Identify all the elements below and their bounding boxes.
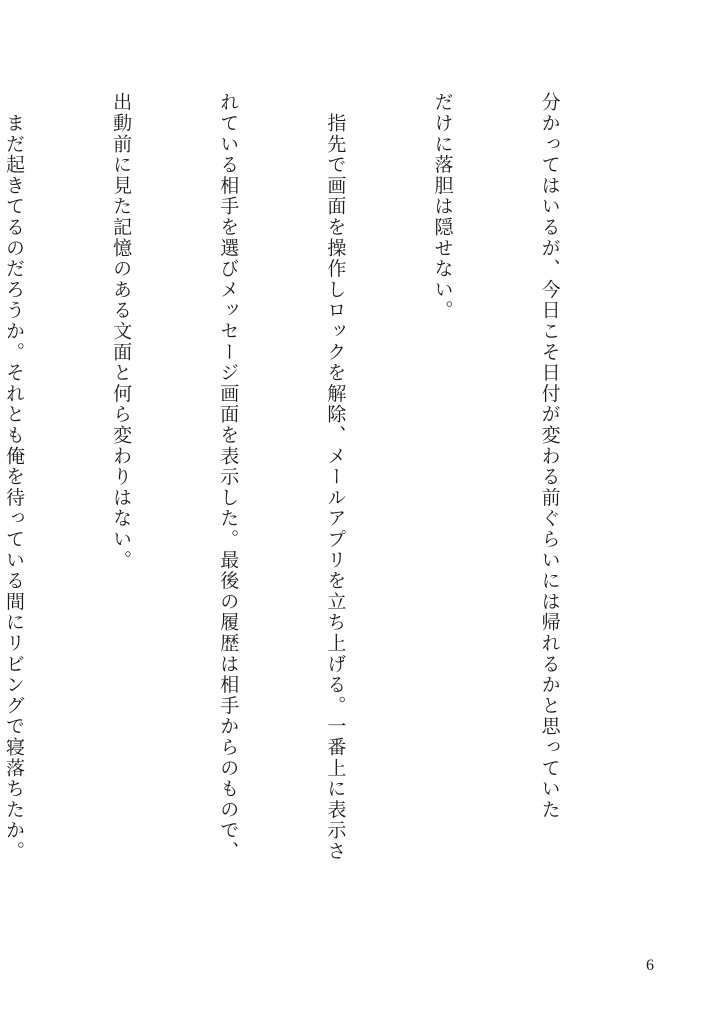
text-line: 出動前に見た記憶のある文面と何ら変わりはない。 xyxy=(110,92,133,571)
body-text xyxy=(0,92,638,938)
text-line: れている相手を選びメッセージ画面を表示した。最後の履歴は相手からのもので、 xyxy=(217,92,240,862)
text-line: 分かってはいるが、今日こそ日付が変わる前ぐらいには帰れるかと思っていた xyxy=(538,92,561,820)
text-line: 指先で画面を操作しロックを解除、メールアプリを立ち上げる。一番上に表示さ xyxy=(324,92,347,862)
page-number: 6 xyxy=(646,957,654,974)
text-line: まだ起きてるのだろうか。それとも俺を待っている間にリビングで寝落ちたか。 xyxy=(3,92,26,862)
text-line: だけに落胆は隠せない。 xyxy=(431,92,454,321)
